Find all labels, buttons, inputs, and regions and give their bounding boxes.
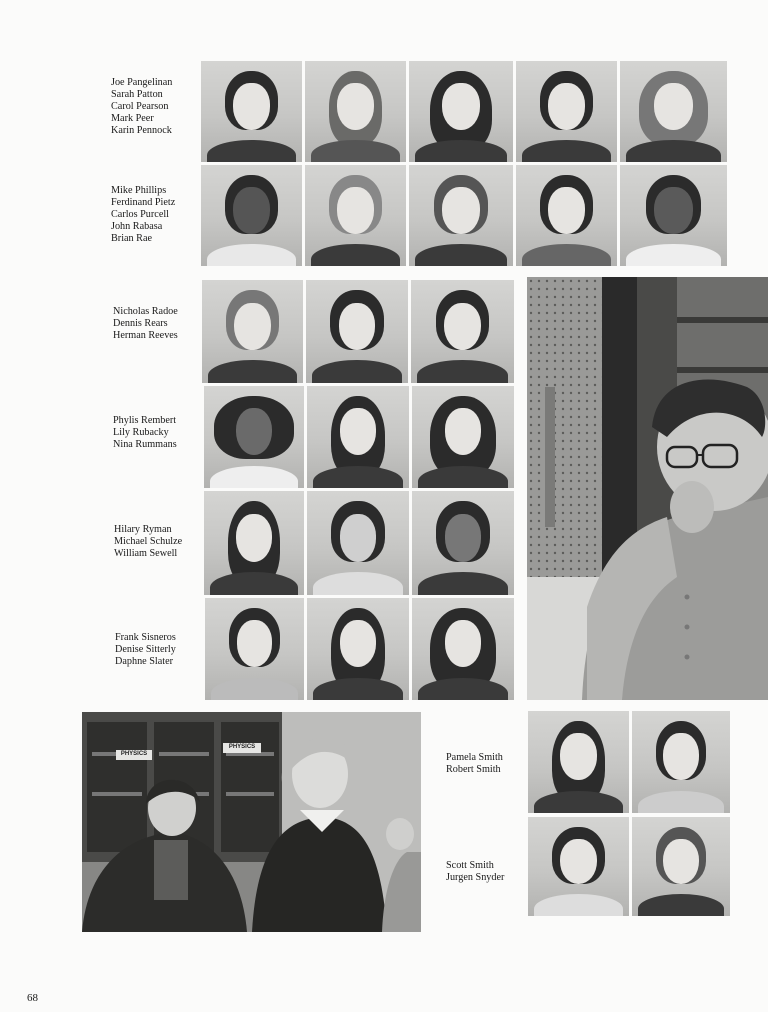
student-name: Sarah Patton [111,89,163,100]
student-portrait [516,61,617,162]
name-list-group-5 [114,524,182,560]
student-portrait [306,280,408,383]
student-name: Denise Sitterly [115,644,176,655]
physics-sign-label: PHYSICS [120,751,148,757]
student-portrait [620,61,727,162]
student-portrait [307,386,409,488]
student-name: Daphne Slater [115,656,173,667]
student-name: Pamela Smith [446,752,503,763]
student-portrait [409,165,513,266]
student-portrait [632,817,730,916]
student-portrait [201,165,302,266]
name-list-group-8 [446,860,504,884]
student-name: Mike Phillips [111,185,167,196]
student-portrait [516,165,617,266]
student-portrait [201,61,302,162]
student-name: Lily Rubacky [113,427,169,438]
candid-photo-student-glasses [527,277,768,700]
student-name: Michael Schulze [114,536,183,547]
student-name: Ferdinand Pietz [111,197,176,208]
name-list-group-1 [111,77,172,137]
student-portrait [307,491,409,595]
student-name: Carlos Purcell [111,209,170,220]
student-name: Nicholas Radoe [113,306,178,317]
student-name: Jurgen Snyder [446,872,505,883]
student-portrait [205,598,304,700]
name-list-group-2 [111,185,175,245]
name-list-group-4 [113,415,177,451]
student-name: Carol Pearson [111,101,169,112]
student-name: Karin Pennock [111,125,172,136]
student-portrait [632,711,730,813]
student-name: Robert Smith [446,764,501,775]
name-list-group-6 [115,632,176,668]
student-portrait [528,711,629,813]
student-portrait [305,61,406,162]
student-name: Phylis Rembert [113,415,177,426]
student-name: Scott Smith [446,860,494,871]
student-name: Mark Peer [111,113,154,124]
student-name: Frank Sisneros [115,632,176,643]
student-name: Dennis Rears [113,318,168,329]
candid-photo-student-glasses-drawing [527,277,768,700]
student-portrait [409,61,513,162]
student-portrait [204,386,304,488]
student-name: John Rabasa [111,221,163,232]
student-portrait [620,165,727,266]
name-list-group-3 [113,306,178,342]
student-portrait [307,598,409,700]
student-portrait [412,491,514,595]
student-portrait [411,280,514,383]
student-name: Joe Pangelinan [111,77,173,88]
student-name: William Sewell [114,548,178,559]
student-name: Herman Reeves [113,330,178,341]
student-portrait [412,598,514,700]
name-list-group-7 [446,752,503,776]
student-name: Hilary Ryman [114,524,172,535]
student-portrait [412,386,514,488]
student-portrait [305,165,406,266]
student-portrait [204,491,304,595]
student-portrait [528,817,629,916]
student-portrait [202,280,303,383]
physics-sign-label: PHYSICS [228,744,256,750]
candid-photo-physics-classroom [82,712,421,932]
page-number: 68 [27,992,38,1004]
student-name: Brian Rae [111,233,153,244]
student-name: Nina Rummans [113,439,177,450]
